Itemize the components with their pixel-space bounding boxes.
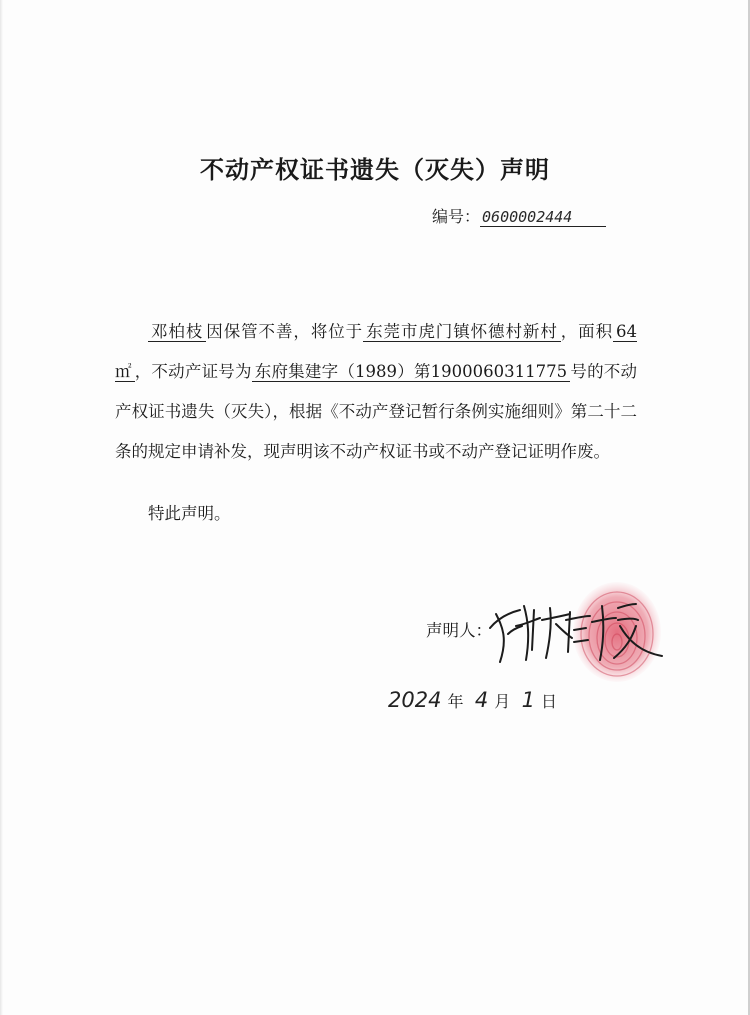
certificate-number: 东府集建字（1989）第1900060311775 bbox=[252, 362, 570, 382]
statement-body bbox=[115, 312, 637, 472]
date-year-unit: 年 bbox=[447, 692, 464, 711]
document-title: 不动产权证书遗失（灭失）声明 bbox=[200, 155, 550, 184]
date-month: 4 bbox=[474, 688, 489, 712]
declarant-label: 声明人： bbox=[426, 621, 492, 640]
property-area: 64 ㎡ bbox=[115, 322, 638, 381]
statement-text-2: ，面积 bbox=[560, 322, 614, 341]
date-year: 2024 bbox=[388, 688, 442, 712]
date-day: 1 bbox=[521, 688, 536, 712]
statement-text-4: 号的不动产权证书遗失（灭失），根据《不动产登记暂行条例实施细则》第二十二条的规定申请补发，现声明该不动产权证书或不动产登记证明作废。 bbox=[115, 362, 638, 461]
property-location: 东莞市虎门镇怀德村新村 bbox=[363, 322, 561, 342]
date-month-unit: 月 bbox=[494, 692, 511, 711]
date-day-unit: 日 bbox=[541, 692, 558, 711]
statement-text-1: 因保管不善，将位于 bbox=[206, 322, 364, 341]
handwritten-signature bbox=[486, 590, 666, 670]
serial-value: 0600002444 bbox=[480, 208, 606, 227]
owner-name: 邓柏枝 bbox=[148, 322, 206, 342]
closing-line: 特此声明。 bbox=[148, 504, 231, 523]
statement-text-3: ，不动产证号为 bbox=[134, 362, 252, 381]
declaration-date bbox=[388, 688, 563, 712]
serial-label: 编号： bbox=[432, 207, 481, 226]
serial-number bbox=[432, 204, 606, 227]
